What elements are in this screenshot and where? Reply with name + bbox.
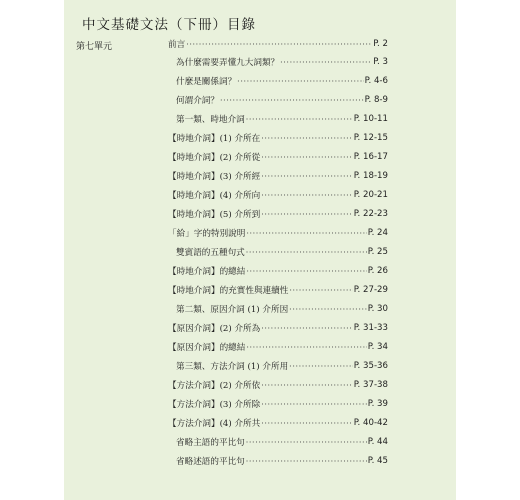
toc-entry-page: P. 16-17 xyxy=(353,152,388,162)
toc-entry-title: 第三類、方法介詞 (1) 介所用 xyxy=(176,362,289,372)
toc-entry-title: 【時地介詞】(4) 介所向 xyxy=(168,191,261,201)
toc-entry-page: P. 12-15 xyxy=(353,133,388,143)
toc-entry-page: P. 45 xyxy=(367,456,388,466)
toc-entry-page: P. 22-23 xyxy=(353,209,388,219)
toc-entry-page: P. 20-21 xyxy=(353,190,388,200)
toc-entry xyxy=(168,226,388,240)
toc-entry xyxy=(168,131,388,145)
toc-entry-title: 【原因介詞】(2) 介所為 xyxy=(168,324,261,334)
toc-entry-page: P. 10-11 xyxy=(353,114,388,124)
toc-entry-page: P. 18-19 xyxy=(353,171,388,181)
dot-leader xyxy=(220,96,364,105)
dot-leader xyxy=(261,153,352,162)
toc-entry-title: 什麼是關係詞？ xyxy=(176,77,237,87)
toc-entry-page: P. 39 xyxy=(367,399,388,409)
toc-entry xyxy=(168,264,388,278)
toc-entry xyxy=(168,188,388,202)
toc-entry-page: P. 34 xyxy=(367,342,388,352)
dot-leader xyxy=(261,134,352,143)
toc-entry-title: 雙賓語的五種句式 xyxy=(176,248,245,258)
dot-leader xyxy=(246,229,366,238)
toc-entry xyxy=(168,150,388,164)
dot-leader xyxy=(261,210,352,219)
dot-leader xyxy=(289,305,367,314)
toc-entry-page: P. 26 xyxy=(367,266,388,276)
toc-entry-title: 【時地介詞】的充實性與連續性 xyxy=(168,286,289,296)
toc-entry-title: 【方法介詞】(2) 介所依 xyxy=(168,381,261,391)
toc-entry xyxy=(168,340,388,354)
toc-entry xyxy=(176,93,388,107)
dot-leader xyxy=(186,40,372,49)
dot-leader xyxy=(261,419,352,428)
toc-entry-title: 第一類、時地介詞 xyxy=(176,115,245,125)
page-title: 中文基礎文法（下冊）目錄 xyxy=(82,17,256,33)
toc-entry-page: P. 24 xyxy=(367,228,388,238)
dot-leader xyxy=(261,381,352,390)
toc-entry xyxy=(176,435,388,449)
toc-entry-title: 【方法介詞】(4) 介所共 xyxy=(168,419,261,429)
unit-label: 第七單元 xyxy=(76,42,113,52)
toc-entry-page: P. 31-33 xyxy=(353,323,388,333)
dot-leader xyxy=(246,457,367,466)
toc-entry xyxy=(168,283,388,297)
toc-entry-title: 【時地介詞】的總結 xyxy=(168,267,246,277)
toc-entry-title: 【時地介詞】(1) 介所在 xyxy=(168,134,261,144)
toc-entry-page: P. 3 xyxy=(373,57,388,67)
toc-entry xyxy=(168,321,388,335)
dot-leader xyxy=(246,267,366,276)
toc-entry-title: 【時地介詞】(3) 介所經 xyxy=(168,172,261,182)
toc-entry-page: P. 8-9 xyxy=(364,95,388,105)
dot-leader xyxy=(261,172,352,181)
toc-entry-title: 為什麼需要弄懂九大詞類？ xyxy=(176,58,280,68)
toc-entry-page: P. 25 xyxy=(367,247,388,257)
toc-entry-page: P. 2 xyxy=(373,39,388,49)
toc-entry-title: 【原因介詞】的總結 xyxy=(168,343,246,353)
toc-entry xyxy=(176,55,388,69)
toc-entry-title: 何謂介詞？ xyxy=(176,96,219,106)
toc-entry-title: 「給」字的特別說明 xyxy=(168,229,246,239)
toc-entry-title: 省略主語的平比句 xyxy=(176,438,245,448)
toc-entry-title: 【方法介詞】(3) 介所除 xyxy=(168,400,261,410)
toc-entry xyxy=(176,112,388,126)
toc-entry xyxy=(176,454,388,468)
toc-entry-title: 【時地介詞】(5) 介所到 xyxy=(168,210,261,220)
toc-entry xyxy=(176,359,388,373)
toc-entry-page: P. 4-6 xyxy=(364,76,388,86)
toc-entry xyxy=(168,169,388,183)
toc-entry xyxy=(168,207,388,221)
dot-leader xyxy=(261,400,367,409)
toc-entry xyxy=(176,74,388,88)
dot-leader xyxy=(246,248,367,257)
toc-entry-title: 【時地介詞】(2) 介所從 xyxy=(168,153,261,163)
toc-entry xyxy=(176,302,388,316)
dot-leader xyxy=(246,115,353,124)
toc-entry-page: P. 27-29 xyxy=(353,285,388,295)
toc-entry-title: 省略述語的平比句 xyxy=(176,457,245,467)
toc-entry xyxy=(176,245,388,259)
toc-entry-page: P. 44 xyxy=(367,437,388,447)
toc-entry xyxy=(168,37,388,51)
toc-entry-page: P. 35-36 xyxy=(353,361,388,371)
toc-entry-title: 前言 xyxy=(168,40,186,50)
toc-entry xyxy=(168,378,388,392)
dot-leader xyxy=(261,191,352,200)
dot-leader xyxy=(280,58,372,67)
toc-entry-page: P. 40-42 xyxy=(353,418,388,428)
dot-leader xyxy=(289,286,352,295)
dot-leader xyxy=(246,438,367,447)
toc-entry xyxy=(168,416,388,430)
dot-leader xyxy=(246,343,366,352)
toc-entry xyxy=(168,397,388,411)
dot-leader xyxy=(289,362,353,371)
toc-entry-page: P. 37-38 xyxy=(353,380,388,390)
toc-entry-title: 第二類、原因介詞 (1) 介所因 xyxy=(176,305,289,315)
toc-entry-page: P. 30 xyxy=(367,304,388,314)
dot-leader xyxy=(261,324,352,333)
dot-leader xyxy=(237,77,363,86)
